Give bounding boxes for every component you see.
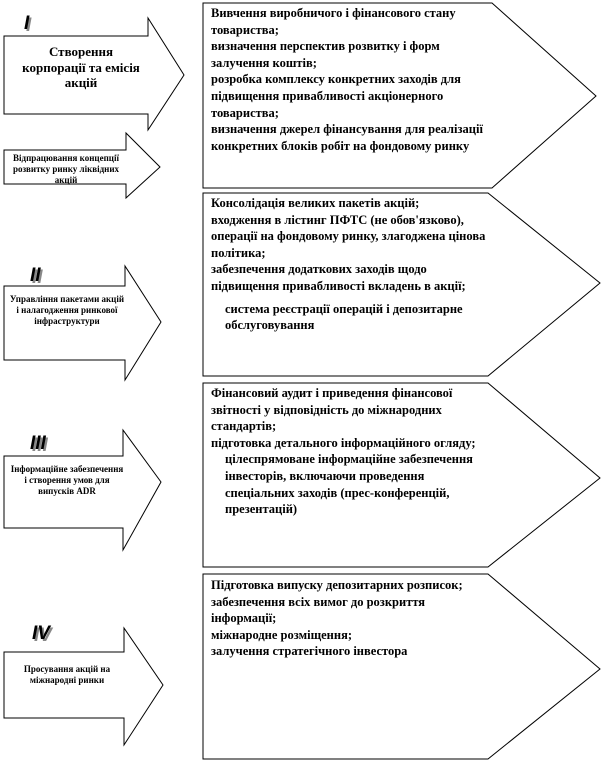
stage-1-item-2: визначення перспектив розвитку і форм залучення коштів; — [211, 39, 440, 70]
stage-3-item-2: підготовка детального інформаційного огляду; — [211, 435, 476, 450]
stage-1-item-3: розробка комплексу конкретних заходів для підвищення привабливості акціонерного товариства; — [211, 72, 461, 120]
stage-1-item-1: Вивчення виробничого і фінансового стану товариства; — [211, 6, 456, 37]
stage-3-sub-item-1: цілеспрямоване інформаційне забезпечення інвесторів, включаючи проведення спеціальних заходів (прес-конференцій, презентацій) — [225, 452, 473, 517]
stage-2-content — [211, 195, 491, 375]
stage-4-item-3: міжнародне розміщення; — [211, 627, 353, 642]
stage-4-content — [211, 577, 491, 757]
stage-2-item-2: входження в лістинг ПФТС (не обов'язково), операції на фондовому ринку, злагоджена цінова політика; — [211, 212, 486, 260]
stage-3-item-1: Фінансовий аудит і приведення фінансової звітності у відповідність до міжнародних стандартів; — [211, 386, 453, 434]
stage-2-item-3: забезпечення додаткових заходів щодо підвищення привабливості вкладень в акції; — [211, 262, 466, 293]
stage-2-number: II — [30, 265, 41, 286]
stage-4-item-4: залучення стратегічного інвестора — [211, 644, 408, 659]
stage-3-content — [211, 385, 491, 565]
stage-1-content — [211, 5, 495, 187]
stage-3-number: III — [30, 433, 46, 454]
stage-4-item-2: забезпечення всіх вимог до розкриття інформації; — [211, 594, 426, 626]
stage-2-sub-item-1: система реєстрації операцій і депозитарне обслуговування — [225, 301, 463, 333]
stage-1-item-4: визначення джерел фінансування для реалізації конкретних блоків робіт на фондовому ринку — [211, 122, 483, 153]
stage-2-item-1: Консолідація великих пакетів акцій; — [211, 196, 420, 210]
stage-4-item-1: Підготовка випуску депозитарних розписок; — [211, 578, 463, 592]
stage-4-primary-label: Просування акцій на міжнародні ринки — [23, 664, 111, 685]
stage-4-arrow — [4, 628, 163, 745]
stage-1-secondary-label: Відпрацювання концепції розвитку ринку ліквідних акцій — [12, 153, 120, 185]
stage-1-primary-label: Створення корпорації та емісія акцій — [22, 44, 140, 91]
stage-3-primary-label: Інформаційне забезпечення і створення умов для випусків ADR — [10, 464, 124, 496]
stage-4-number: IV — [32, 623, 50, 644]
stage-1-number: I — [24, 13, 30, 34]
stage-2-primary-label: Управління пакетами акцій і налагодження ринкової інфраструктури — [9, 294, 125, 326]
